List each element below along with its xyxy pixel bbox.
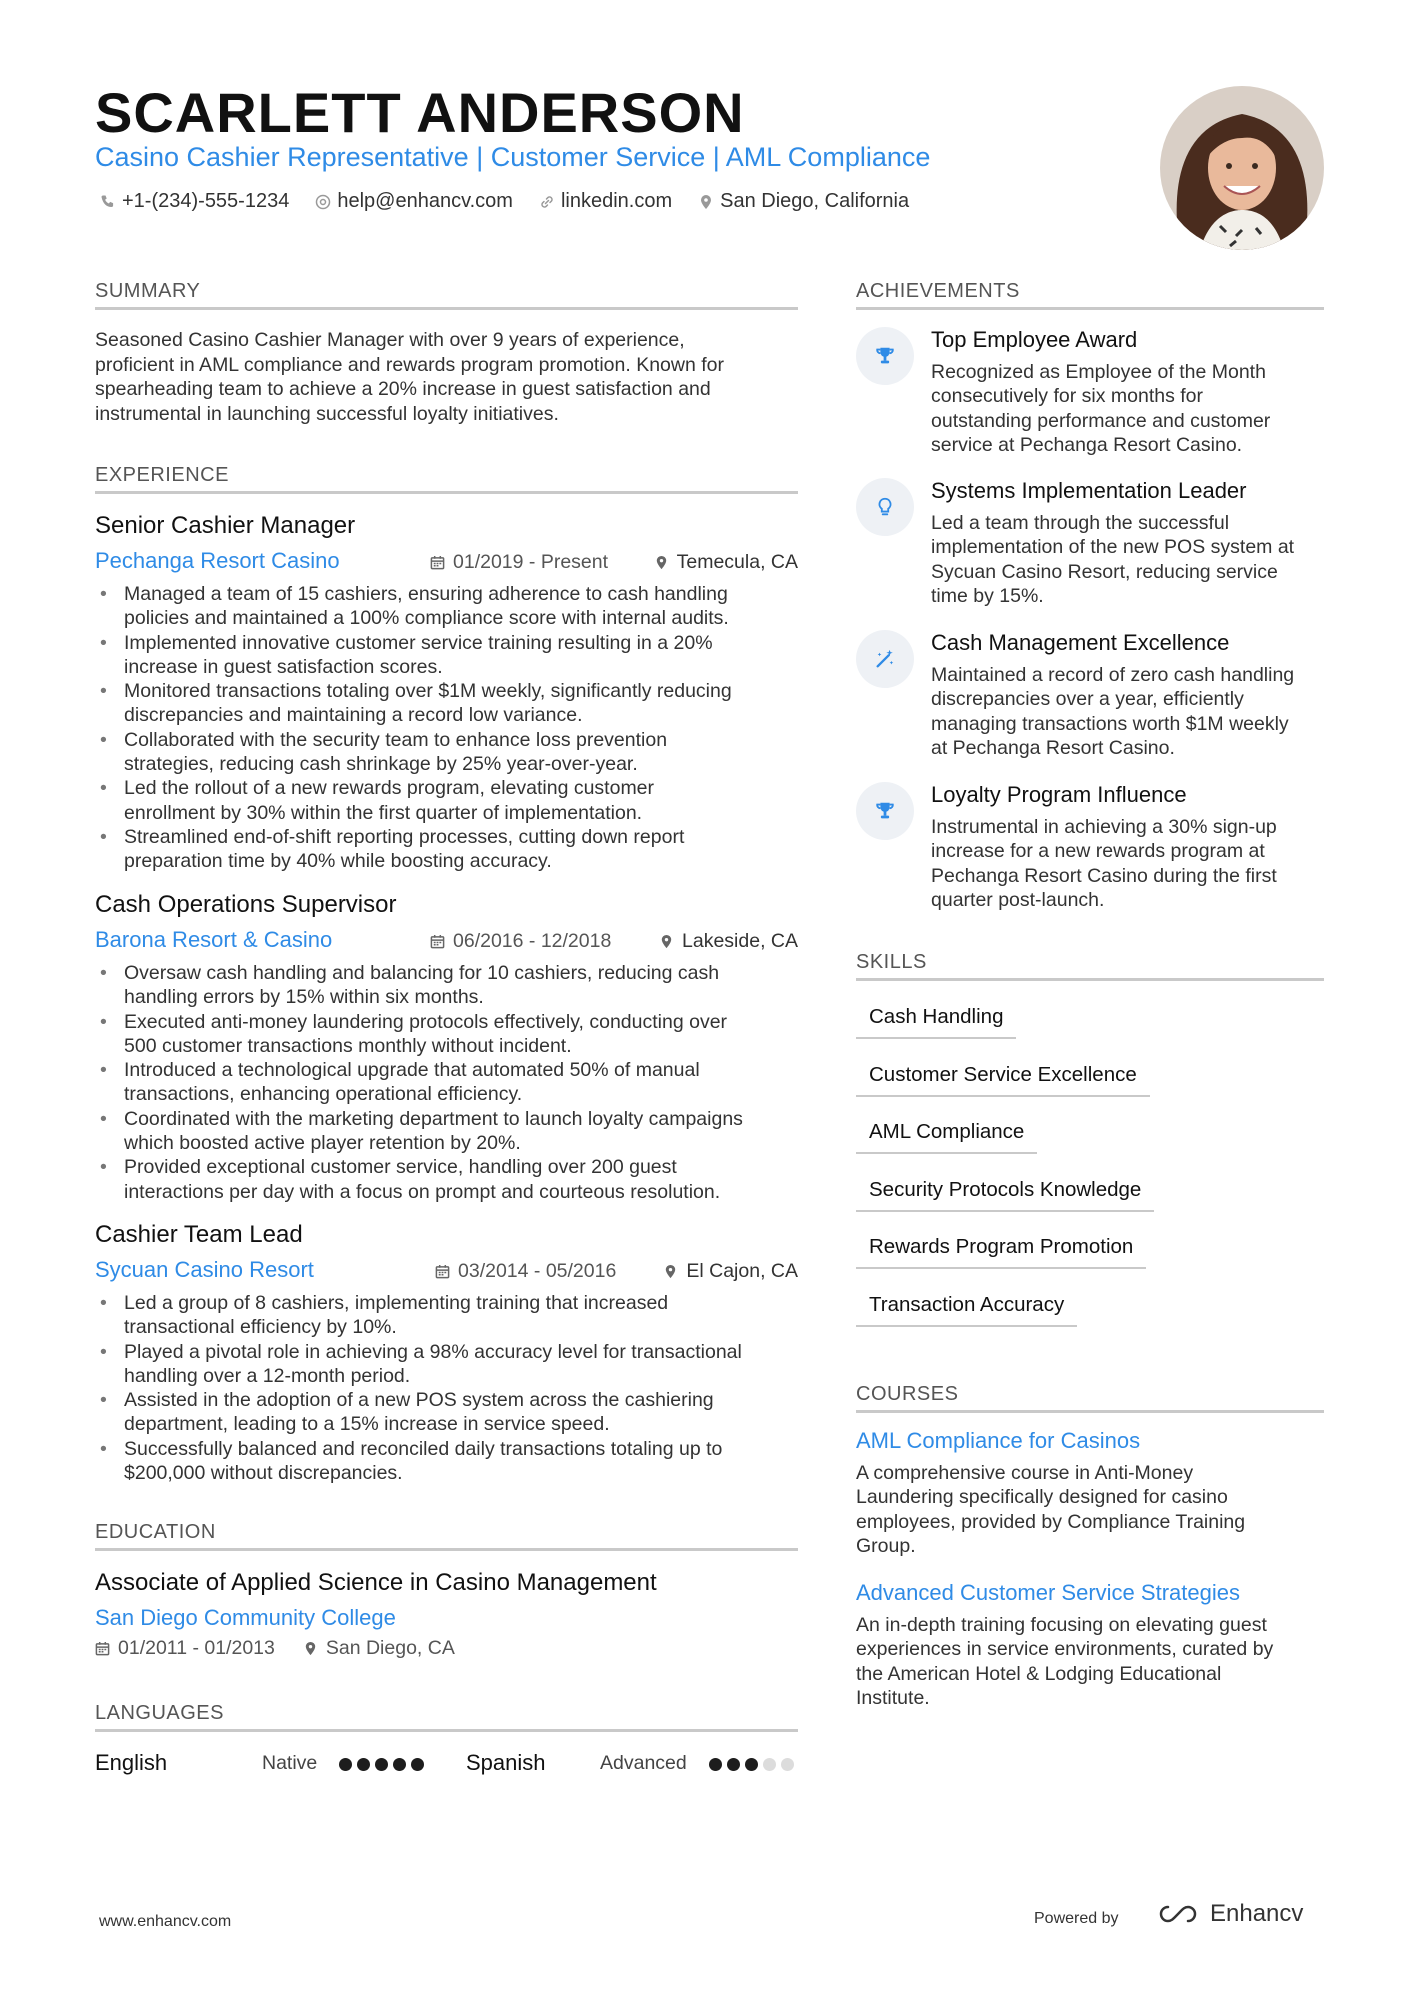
bullet-item (95, 1340, 798, 1389)
bullet-item (95, 679, 798, 728)
rating-dot-filled (709, 1758, 722, 1771)
location-pin-icon (663, 1263, 678, 1280)
job-location (659, 930, 798, 953)
achievement-line: at Pechanga Resort Casino. (931, 736, 1175, 759)
contact-email[interactable] (315, 190, 513, 213)
trophy-icon (874, 800, 896, 822)
calendar-icon (95, 1641, 110, 1656)
job-dates-text: 01/2019 - Present (453, 551, 609, 573)
achievement-title: Top Employee Award (931, 327, 1138, 352)
course-description (856, 1613, 1326, 1710)
bullet-line: • Coordinated with the marketing department to launch loyalty campaigns (124, 1107, 743, 1130)
contact-phone[interactable] (100, 190, 289, 213)
email-text: help@enhancv.com (337, 190, 513, 212)
bullet-line: $200,000 without discrepancies. (124, 1462, 403, 1485)
job-dates-text: 03/2014 - 05/2016 (458, 1260, 617, 1282)
skill-tag: Transaction Accuracy (856, 1293, 1077, 1327)
course-line: A comprehensive course in Anti-Money (856, 1462, 1194, 1484)
job-dates (430, 930, 611, 953)
achievement-title: Cash Management Excellence (931, 630, 1230, 655)
achievement-icon-wrap (856, 782, 914, 840)
achievement-line: Pechanga Resort Casino during the first (931, 864, 1277, 887)
location-text: San Diego, California (720, 190, 910, 212)
rating-dot-filled (727, 1758, 740, 1771)
bullet-line: • Managed a team of 15 cashiers, ensuring adherence to cash handling (124, 583, 728, 605)
achievement-description (931, 815, 1329, 912)
bullet-line: • Collaborated with the security team to enhance loss prevention (124, 728, 668, 751)
job-location-text: Temecula, CA (676, 551, 798, 573)
contact-row (100, 190, 909, 213)
achievement-description (931, 511, 1329, 608)
achievements-heading: ACHIEVEMENTS (856, 280, 1324, 310)
achievement-line: Led a team through the successful (931, 512, 1230, 534)
education-location-text: San Diego, CA (325, 1637, 455, 1659)
course-line: Group. (856, 1534, 916, 1557)
bullet-line: • Successfully balanced and reconciled daily transactions totaling up to (124, 1437, 723, 1460)
languages-heading: LANGUAGES (95, 1702, 798, 1732)
lightbulb-icon (874, 496, 896, 518)
phone-icon (100, 194, 116, 210)
location-pin-icon (698, 194, 714, 210)
bullet-line: transactional efficiency by 10%. (124, 1316, 397, 1339)
company-name[interactable]: Barona Resort & Casino (95, 927, 333, 952)
skill-tag: Customer Service Excellence (856, 1063, 1150, 1097)
skills-heading: SKILLS (856, 951, 1324, 981)
summary-text (95, 328, 798, 426)
education-entry (95, 1569, 798, 1660)
trophy-icon (874, 345, 896, 367)
language-level: Advanced (600, 1752, 687, 1774)
at-icon (315, 194, 331, 210)
footer-url[interactable]: www.enhancv.com (99, 1913, 232, 1930)
enhancv-logo-text: Enhancv (1210, 1900, 1304, 1927)
enhancv-logo-icon (1154, 1901, 1202, 1927)
bullet-item (95, 961, 798, 1010)
candidate-title: Casino Cashier Representative | Customer Service | AML Compliance (95, 142, 931, 172)
location-pin-icon (303, 1640, 318, 1657)
job-bullets (95, 1291, 798, 1485)
course-line: employees, provided by Compliance Training (856, 1510, 1246, 1533)
bullet-line: interactions per day with a focus on prompt and courteous resolution. (124, 1180, 721, 1203)
education-meta (95, 1637, 798, 1660)
education-location (303, 1637, 455, 1660)
phone-text: +1-(234)-555-1234 (122, 190, 290, 212)
bullet-line: • Implemented innovative customer service training resulting in a 20% (124, 631, 713, 654)
enhancv-logo[interactable] (1154, 1900, 1303, 1928)
achievement-line: Sycuan Casino Resort, reducing service (931, 560, 1278, 583)
job-meta (95, 927, 798, 959)
job-dates (430, 551, 608, 574)
job-dates-text: 06/2016 - 12/2018 (453, 930, 612, 952)
bullet-line: • Executed anti-money laundering protocols effectively, conducting over (124, 1010, 728, 1033)
course-description (856, 1461, 1326, 1558)
course-title[interactable]: AML Compliance for Casinos (856, 1428, 1141, 1453)
rating-dot-empty (781, 1758, 794, 1771)
skill-tag: AML Compliance (856, 1120, 1037, 1154)
achievement-line: Recognized as Employee of the Month (931, 361, 1266, 383)
language-rating (339, 1758, 424, 1771)
job-location (663, 1260, 798, 1283)
school-name[interactable]: San Diego Community College (95, 1605, 396, 1630)
experience-entry (95, 891, 798, 1204)
achievement-line: implementation of the new POS system at (931, 536, 1295, 559)
job-bullets (95, 961, 798, 1204)
bullet-line: enrollment by 30% within the first quarter of implementation. (124, 801, 643, 824)
profile-photo (1160, 86, 1324, 250)
achievement-line: Instrumental in achieving a 30% sign-up (931, 816, 1277, 838)
achievement-line: time by 15%. (931, 584, 1044, 607)
course-line: An in-depth training focusing on elevating guest (856, 1614, 1267, 1636)
calendar-icon (430, 934, 445, 949)
rating-dot-filled (375, 1758, 388, 1771)
bullet-line: • Led the rollout of a new rewards program, elevating customer (124, 777, 655, 800)
summary-line: proficient in AML compliance and rewards program promotion. Known for (95, 353, 724, 376)
bullet-line: handling over a 12-month period. (124, 1364, 411, 1387)
bullet-item (95, 1107, 798, 1156)
job-location-text: El Cajon, CA (686, 1260, 798, 1282)
language-name: Spanish (466, 1750, 546, 1775)
powered-by-label: Powered by (1034, 1910, 1119, 1927)
achievement-line: quarter post-launch. (931, 888, 1105, 911)
courses-heading: COURSES (856, 1383, 1324, 1413)
achievement-description (931, 360, 1329, 457)
bullet-item (95, 728, 798, 777)
bullet-line: preparation time by 40% while boosting accuracy. (124, 850, 552, 873)
company-name[interactable]: Sycuan Casino Resort (95, 1257, 314, 1282)
course-line: experiences in service environments, curated by (856, 1638, 1274, 1661)
job-bullets (95, 582, 798, 874)
bullet-item (95, 1010, 798, 1059)
summary-heading: SUMMARY (95, 280, 798, 310)
skill-tag: Cash Handling (856, 1005, 1016, 1039)
linkedin-text: linkedin.com (560, 190, 673, 212)
bullet-line: • Provided exceptional customer service, handling over 200 guest (124, 1156, 677, 1179)
rating-dot-filled (393, 1758, 406, 1771)
rating-dot-filled (411, 1758, 424, 1771)
bullet-line: handling errors by 15% within six months. (124, 986, 484, 1009)
skill-tag: Rewards Program Promotion (856, 1235, 1146, 1269)
achievement-line: Maintained a record of zero cash handling (931, 664, 1295, 686)
bullet-item (95, 1155, 798, 1204)
language-level: Native (262, 1752, 318, 1774)
job-title: Cashier Team Lead (95, 1221, 303, 1248)
course-line: the American Hotel & Lodging Educational (856, 1662, 1222, 1685)
experience-entry (95, 1221, 798, 1485)
bullet-line: department, leading to a 15% increase in service speed. (124, 1413, 610, 1436)
bullet-item (95, 1437, 798, 1486)
course-title[interactable]: Advanced Customer Service Strategies (856, 1580, 1240, 1605)
achievement-icon-wrap (856, 630, 914, 688)
calendar-icon (430, 555, 445, 570)
contact-linkedin[interactable] (539, 190, 672, 213)
bullet-item (95, 776, 798, 825)
skill-tag: Security Protocols Knowledge (856, 1178, 1154, 1212)
achievement-title: Systems Implementation Leader (931, 478, 1247, 503)
contact-location (698, 190, 909, 213)
course-line: Institute. (856, 1686, 930, 1709)
bullet-item (95, 1291, 798, 1340)
rating-dot-filled (357, 1758, 370, 1771)
location-pin-icon (659, 933, 674, 950)
summary-line: spearheading team to achieve a 20% increase in guest satisfaction and (95, 378, 711, 400)
achievement-line: discrepancies over a year, efficiently (931, 688, 1244, 711)
bullet-line: transactions, enhancing operational efficiency. (124, 1083, 523, 1106)
achievement-line: service at Pechanga Resort Casino. (931, 433, 1243, 456)
bullet-line: policies and maintained a 100% compliance score with internal audits. (124, 607, 729, 630)
bullet-line: • Streamlined end-of-shift reporting processes, cutting down report (124, 825, 685, 848)
bullet-line: • Oversaw cash handling and balancing for 10 cashiers, reducing cash (124, 962, 720, 984)
bullet-line: 500 customer transactions monthly without incident. (124, 1034, 572, 1057)
bullet-line: • Played a pivotal role in achieving a 98% accuracy level for transactional (124, 1340, 742, 1363)
company-name[interactable]: Pechanga Resort Casino (95, 548, 340, 573)
bullet-item (95, 825, 798, 874)
achievement-line: outstanding performance and customer (931, 409, 1271, 432)
bullet-item (95, 1058, 798, 1107)
bullet-line: discrepancies and maintaining a record low variance. (124, 704, 583, 727)
job-title: Senior Cashier Manager (95, 512, 356, 539)
language-rating (709, 1758, 794, 1771)
bullet-line: • Introduced a technological upgrade that automated 50% of manual (124, 1059, 700, 1082)
summary-line: Seasoned Casino Cashier Manager with over 9 years of experience, (95, 329, 685, 351)
location-pin-icon (654, 554, 669, 571)
rating-dot-filled (745, 1758, 758, 1771)
achievement-icon-wrap (856, 327, 914, 385)
bullet-item (95, 582, 798, 631)
achievement-title: Loyalty Program Influence (931, 782, 1187, 807)
calendar-icon (435, 1264, 450, 1279)
achievement-line: consecutively for six months for (931, 385, 1204, 408)
achievement-line: managing transactions worth $1M weekly (931, 712, 1289, 735)
summary-line: instrumental in launching successful loyalty initiatives. (95, 402, 559, 425)
bullet-item (95, 631, 798, 680)
bullet-line: • Assisted in the adoption of a new POS system across the cashiering (124, 1389, 714, 1412)
education-dates-text: 01/2011 - 01/2013 (118, 1637, 275, 1659)
education-dates (95, 1637, 275, 1660)
achievement-description (931, 663, 1329, 760)
job-dates (435, 1260, 616, 1283)
candidate-name: SCARLETT ANDERSON (95, 81, 745, 144)
rating-dot-filled (339, 1758, 352, 1771)
achievement-icon-wrap (856, 478, 914, 536)
job-location-text: Lakeside, CA (682, 930, 798, 952)
link-icon (539, 194, 555, 210)
degree-title: Associate of Applied Science in Casino Management (95, 1569, 657, 1596)
job-meta (95, 1257, 798, 1289)
bullet-line: which boosted active player retention by 20%. (124, 1132, 521, 1155)
experience-entry (95, 512, 798, 874)
education-heading: EDUCATION (95, 1521, 798, 1551)
bullet-line: strategies, reducing cash shrinkage by 25% year-over-year. (124, 753, 638, 776)
course-line: Laundering specifically designed for casino (856, 1486, 1228, 1509)
job-title: Cash Operations Supervisor (95, 891, 397, 918)
rating-dot-empty (763, 1758, 776, 1771)
bullet-line: increase in guest satisfaction scores. (124, 655, 443, 678)
language-name: English (95, 1750, 168, 1775)
bullet-line: • Monitored transactions totaling over $1M weekly, significantly reducing (124, 680, 732, 703)
achievement-line: increase for a new rewards program at (931, 840, 1265, 863)
bullet-line: • Led a group of 8 cashiers, implementing training that increased (124, 1292, 669, 1314)
magic-wand-icon (874, 648, 896, 670)
job-meta (95, 548, 798, 580)
experience-heading: EXPERIENCE (95, 464, 798, 494)
bullet-item (95, 1388, 798, 1437)
job-location (654, 551, 798, 574)
